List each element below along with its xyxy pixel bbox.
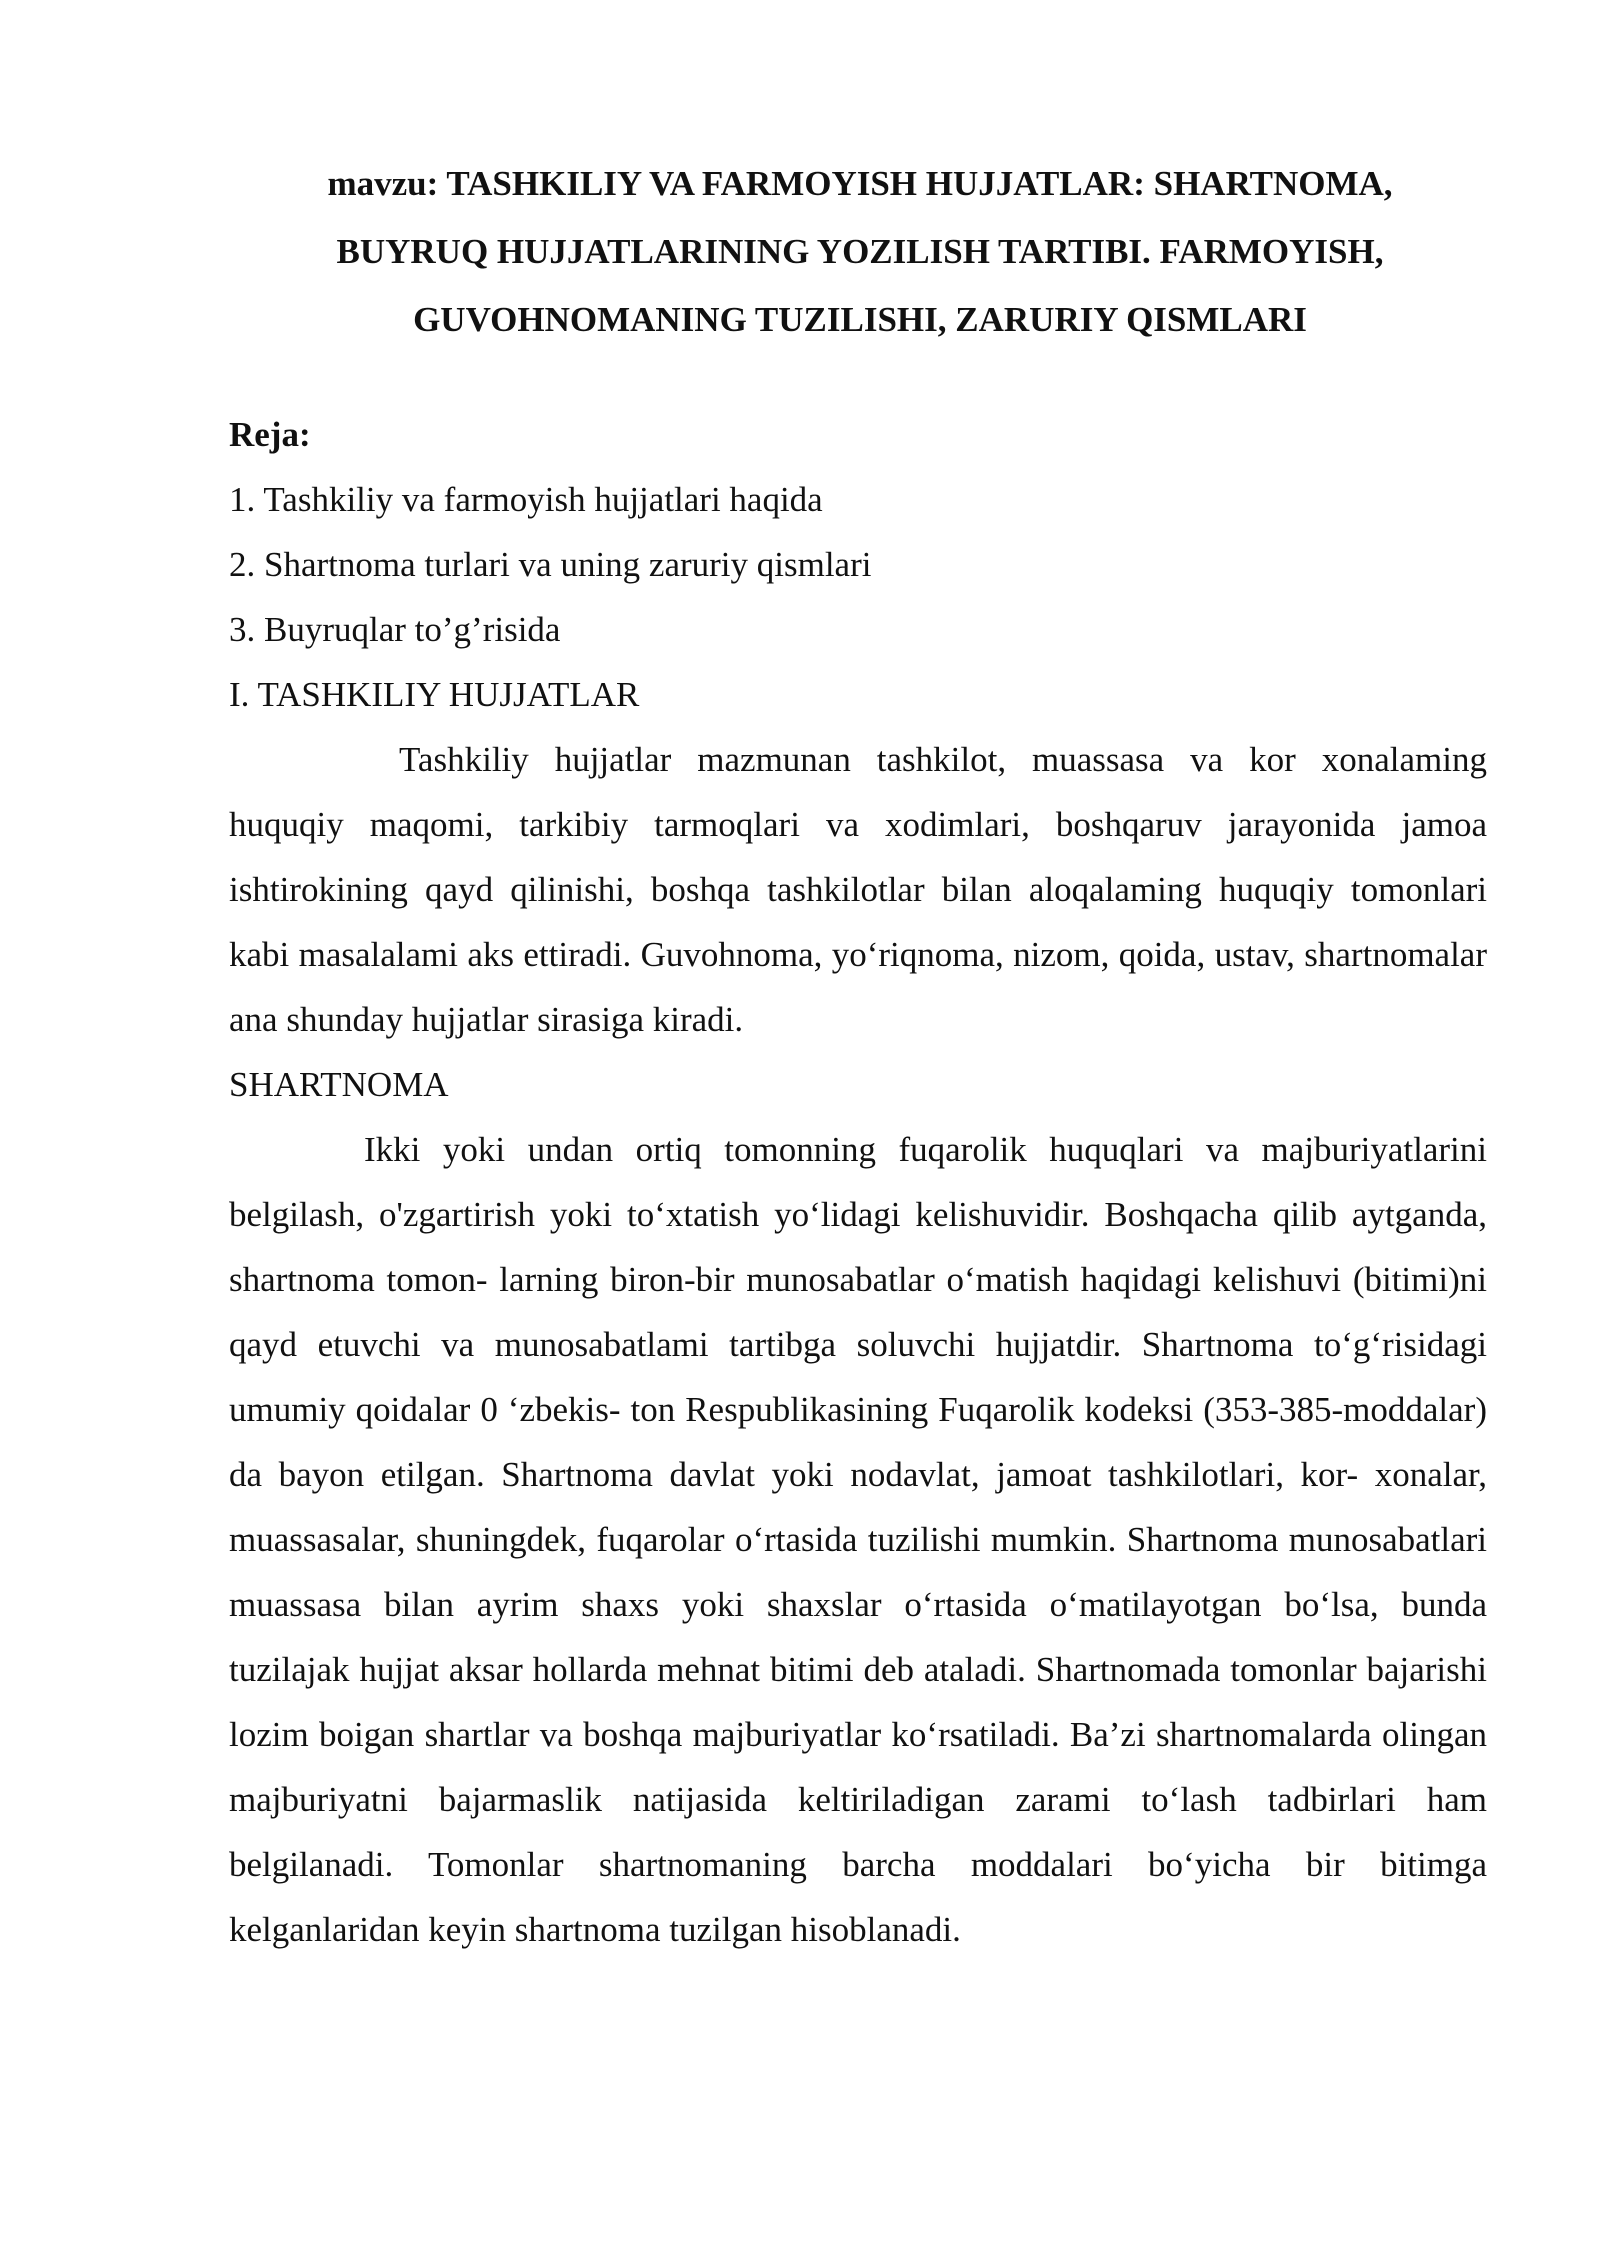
section-heading-tashkiliy: I. TASHKILIY HUJJATLAR bbox=[229, 675, 640, 714]
title-line-2: BUYRUQ HUJJATLARINING YOZILISH TARTIBI. FARMOYISH, bbox=[336, 232, 1384, 271]
paragraph-shartnoma: Ikki yoki undan ortiq tomonning fuqarolik huquqlari va majburiyatlarini belgilash, o'zgartirish yoki to‘xtatish yo‘lidagi kelishuvidir. Boshqacha qilib aytganda, shartnoma tomon- larning biron-bir munosabatlar o‘matish haqidagi kelishuvi (bitimi)ni qayd etuvchi va munosabatlami tartibga soluvchi hujjatdir. Shartnoma to‘g‘risidagi umumiy qoidalar 0 ‘zbekis- ton Respublikasining Fuqarolik kodeksi (353-385-moddalar) da bayon etilgan. Shartnoma davlat yoki nodavlat, jamoat tashkilotlari, kor- xonalar, muassasalar, shuningdek, fuqarolar o‘rtasida tuzilishi mumkin. Shartnoma munosabatlari muassasa bilan ayrim shaxs yoki shaxslar o‘rtasida o‘matilayotgan bo‘lsa, bunda tuzilajak hujjat aksar hollarda mehnat bitimi deb ataladi. Shartnomada tomonlar bajarishi lozim boigan shartlar va boshqa majburiyatlar ko‘rsatiladi. Ba’zi shartnomalarda olingan majburiyatni bajarmaslik natijasida keltiriladigan zarami to‘lash tadbirlari ham belgilanadi. Tomonlar shartnomaning barcha moddalari bo‘yicha bir bitimga kelganlaridan keyin shartnoma tuzilgan hisoblanadi. bbox=[229, 1130, 1487, 1949]
section-heading-shartnoma: SHARTNOMA bbox=[229, 1065, 449, 1104]
paragraph-tashkiliy: Tashkiliy hujjatlar mazmunan tashkilot, muassasa va kor xonalaming huquqiy maqomi, tarkibiy tarmoqlari va xodimlari, boshqaruv jarayonida jamoa ishtirokining qayd qilinishi, boshqa tashkilotlar bilan aloqalaming huquqiy tomonlari kabi masalalami aks ettiradi. Guvohnoma, yo‘riqnoma, nizom, qoida, ustav, shartnomalar ana shunday hujjatlar sirasiga kiradi. bbox=[229, 740, 1487, 1039]
plan-item-3: 3. Buyruqlar to’g’risida bbox=[229, 610, 561, 649]
document-body bbox=[229, 402, 1487, 1962]
plan-heading: Reja: bbox=[229, 415, 311, 454]
plan-item-1: 1. Tashkiliy va farmoyish hujjatlari haqida bbox=[229, 480, 823, 519]
document-title bbox=[230, 150, 1490, 354]
plan-item-2: 2. Shartnoma turlari va uning zaruriy qismlari bbox=[229, 545, 872, 584]
title-line-3: GUVOHNOMANING TUZILISHI, ZARURIY QISMLARI bbox=[413, 300, 1307, 339]
title-line-1: mavzu: TASHKILIY VA FARMOYISH HUJJATLAR: SHARTNOMA, bbox=[327, 164, 1393, 203]
